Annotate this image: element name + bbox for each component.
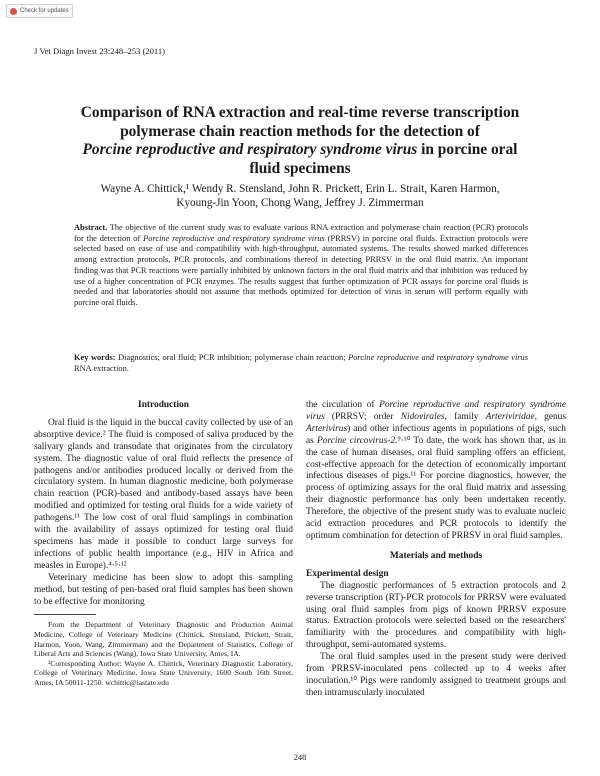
title-line-2: polymerase chain reaction methods for the detection of xyxy=(120,122,480,140)
page-number: 248 xyxy=(293,753,307,762)
intro-paragraph-1: Oral fluid is the liquid in the buccal cavity collected by use of an absorptive device.² The fluid is composed of saliva produced by the salivary glands and transudate that originates from the circulatory system. The diagnostic value of oral fluid reflects the presence of pathogens and/or antibodies produced locally or derived from the circulatory system. In human diagnostic medicine, both polymerase chain reaction (PCR)-based and antibody-based assays have been modified and optimized for testing oral fluids for a wide variety of pathogens.¹¹ The low cost of oral fluid samplings in combination with the availability of assays optimized for testing oral fluid specimens has made it possible to conduct large surveys for infections of public health importance (e.g., HIV in Africa and measles in Europe).⁴·⁵·¹² xyxy=(34,417,293,571)
keywords-label: Key words: xyxy=(74,353,116,362)
methods-paragraph-2: The oral fluid samples used in the present study were derived from PRRSV-inoculated pens collected up to 4 weeks after inoculation.¹⁰ Pigs were randomly assigned to treatment groups and then intramuscularly inoculated xyxy=(306,652,566,698)
materials-methods-heading: Materials and methods xyxy=(389,550,483,561)
check-for-updates-badge[interactable] xyxy=(6,4,73,18)
intro-continued-paragraph: the circulation of Porcine reproductive and respiratory syndrome virus (PRRSV; order Nidovirales, family Arteriviridae, genus Arterivirus) and other infectious agents in populations of pigs, such as Porcine circovirus-2.⁹·¹⁰ To date, the work has shown that, as in the case of human diseases, oral fluid sampling offers an efficient, cost-effective approach for the detection of economically important infectious diseases of pigs.¹¹ For porcine diagnostics, however, the process of optimizing assays for the oral fluid matrix and assessing their diagnostic performance has only been undertaken recently. Therefore, the objective of the present study was to evaluate nucleic acid extraction procedures and PCR protocols to identify the optimum combination for detection of PRRSV in oral fluid samples. xyxy=(306,400,567,541)
title-line-1: Comparison of RNA extraction and real-time reverse transcription xyxy=(80,104,520,121)
title-line-3: Porcine reproductive and respiratory syndrome virus in porcine oral xyxy=(82,141,518,158)
methods-paragraph-1: The diagnostic performances of 5 extraction protocols and 2 reverse transcription (RT)-PCR protocols for PRRSV were evaluated using oral fluid samples from pigs of known PRRSV exposure status. Extraction protocols were selected based on the researchers' familiarity with the procedures and compatibility with high-throughput, semi-automated systems. xyxy=(306,580,566,651)
authors-line-2: Kyoung-Jin Yoon, Chong Wang, Jeffrey J. Zimmerman xyxy=(176,197,424,209)
author-list xyxy=(60,182,540,210)
badge-label: Check for updates xyxy=(20,8,69,14)
intro-paragraph-2: Veterinary medicine has been slow to adopt this sampling method, but testing of pen-based oral fluid samples has been shown to be effective for monitoring xyxy=(34,572,293,607)
abstract-label: Abstract. xyxy=(74,223,108,232)
left-column xyxy=(34,400,293,688)
corresponding-author-footnote: ¹Corresponding Author: Wayne A. Chittick, Veterinary Diagnostic Laboratory, College of Veterinary Medicine, Iowa State University, 1600 South 16th Street, Ames, IA 50011-1250. wchittic@iastate.edu xyxy=(34,658,293,687)
journal-citation: J Vet Diagn Invest 23:248–253 (2011) xyxy=(34,46,166,56)
keywords: Key words: Diagnostics; oral fluid; PCR inhibition; polymerase chain reaction; Porcine reproductive and respiratory syndrome virus RNA extraction. xyxy=(74,353,529,373)
right-column xyxy=(306,400,566,700)
experimental-design-heading: Experimental design xyxy=(306,568,389,579)
footnote-divider xyxy=(34,614,96,615)
authors-line-1: Wayne A. Chittick,¹ Wendy R. Stensland, John R. Prickett, Erin L. Strait, Karen Harmon, xyxy=(100,183,500,195)
article-title xyxy=(40,104,560,178)
abstract: Abstract. The objective of the current study was to evaluate various RNA extraction and polymerase chain reaction (PCR) protocols for the detection of Porcine reproductive and respiratory syndrome virus (PRRSV) in porcine oral fluids. Extraction protocols were selected based on ease of use and compatibility with high-throughput, automated systems. The results showed marked differences among extraction protocols, PCR protocols, and combinations thereof in detecting PRRSV in the oral fluid matrix. An important finding was that PCR reactions were partially inhibited by unknown factors in the oral fluid matrix and that inhibition was reduced by use of a higher concentration of PCR enzymes. The results suggest that further optimization of PCR assays for porcine oral fluids is needed and that laboratories should not assume that methods optimized for detection of virus in serum will perform equally with porcine oral fluids. xyxy=(74,223,528,307)
introduction-heading: Introduction xyxy=(138,400,189,410)
update-icon xyxy=(10,8,17,15)
title-line-4: fluid specimens xyxy=(249,159,351,177)
affiliation-footnote: From the Department of Veterinary Diagnostic and Production Animal Medicine, College of Veterinary Medicine (Chittick, Stensland, Prickett, Strait, Harmon, Yoon, Wang, Zimmerman) and the Department of Statistics, College of Liberal Arts and Sciences (Wang), Iowa State University, Ames, IA. xyxy=(34,620,293,659)
